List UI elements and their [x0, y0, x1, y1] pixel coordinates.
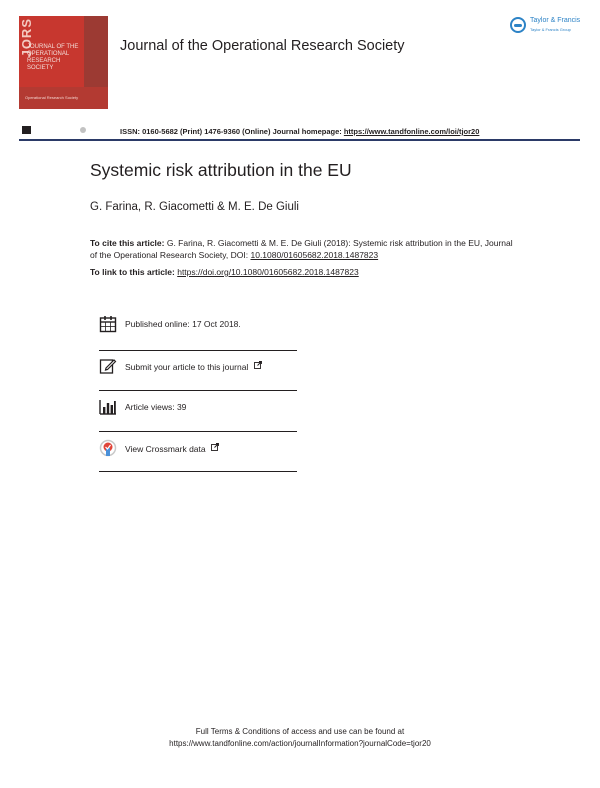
cover-logo-text: JORS [19, 18, 34, 58]
submit-article-link[interactable]: Submit your article to this journal [125, 361, 262, 372]
cover-band-text: Operational Research Society [25, 95, 79, 100]
footer-terms-link[interactable]: https://www.tandfonline.com/action/journalInformation?journalCode=tjor20 [169, 739, 431, 748]
external-link-icon [211, 443, 219, 451]
calendar-icon [99, 315, 117, 333]
published-date: Published online: 17 Oct 2018. [125, 319, 241, 329]
publisher-logo-name: Taylor & Francis [530, 17, 581, 24]
article-link-line [90, 267, 359, 277]
publisher-logo-icon [510, 17, 526, 33]
article-authors: G. Farina, R. Giacometti & M. E. De Giuli [90, 201, 299, 213]
submit-row[interactable] [99, 357, 297, 397]
publisher-logo-sub: Taylor & Francis Group [530, 27, 571, 32]
footer-terms-text: Full Terms & Conditions of access and use can be found at [195, 727, 405, 736]
article-views: Article views: 39 [125, 402, 187, 412]
issn-text: ISSN: 0160-5682 (Print) 1476-9360 (Online) Journal homepage: [120, 127, 344, 136]
article-title: Systemic risk attribution in the EU [90, 160, 352, 180]
crossmark-icon [99, 439, 117, 457]
publisher-logo[interactable] [510, 16, 590, 38]
crossmark-link[interactable]: View Crossmark data [125, 443, 219, 454]
divider [99, 471, 297, 472]
issn-line [120, 127, 479, 136]
partner-logo [80, 126, 106, 134]
citation [90, 237, 520, 261]
divider [99, 431, 297, 432]
external-link-icon [254, 361, 262, 369]
bar-chart-icon [99, 398, 117, 416]
citation-text: G. Farina, R. Giacometti & M. E. De Giuli (2018): Systemic risk attribution in the EU, Journal of the Operational Research Society, DOI: [90, 238, 513, 260]
journal-cover [19, 16, 108, 109]
society-logo [22, 126, 56, 134]
doi-link[interactable]: 10.1080/01605682.2018.1487823 [250, 250, 379, 260]
divider [99, 350, 297, 351]
edit-icon [99, 357, 117, 375]
views-row [99, 398, 297, 438]
divider [99, 390, 297, 391]
footer [0, 726, 600, 750]
citation-label: To cite this article: [90, 238, 165, 248]
crossmark-row[interactable] [99, 439, 297, 479]
article-link[interactable]: https://doi.org/10.1080/01605682.2018.1487823 [177, 267, 359, 277]
journal-homepage-link[interactable]: https://www.tandfonline.com/loi/tjor20 [343, 127, 480, 136]
journal-title: Journal of the Operational Research Society [120, 38, 405, 54]
cover-title-text: JOURNAL OF THE OPERATIONAL RESEARCH SOCIETY [27, 44, 79, 71]
article-link-label: To link to this article: [90, 267, 178, 277]
header-divider [19, 139, 580, 141]
published-row [99, 315, 297, 355]
